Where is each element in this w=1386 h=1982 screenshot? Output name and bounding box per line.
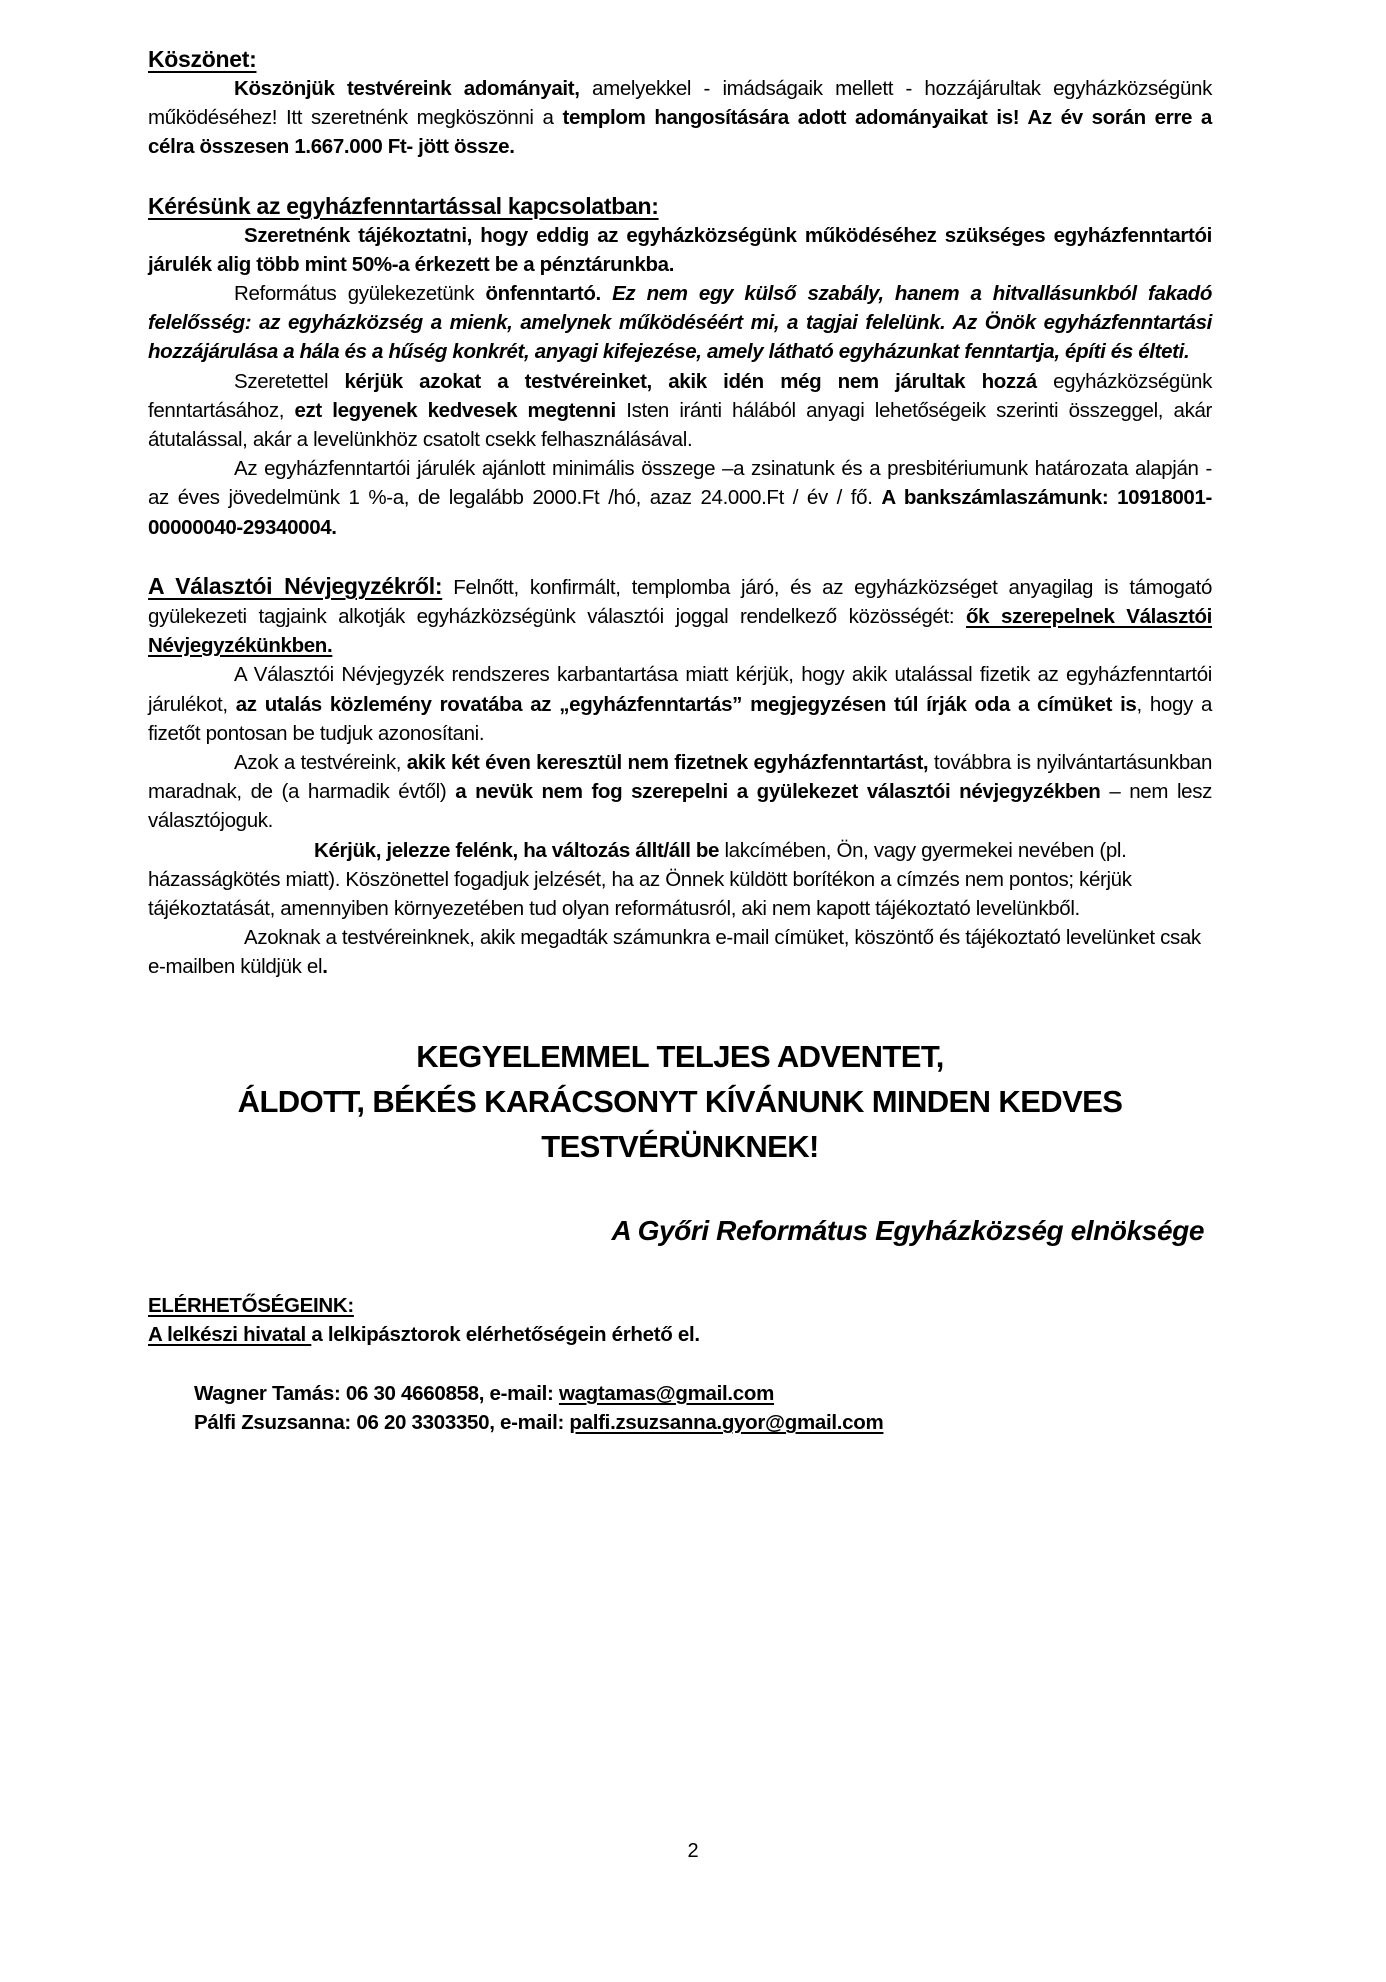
request-paragraph-3	[148, 367, 1212, 455]
voters-p5-end: .	[322, 955, 328, 979]
thanks-text: amelyekkel - imádságaik mellett - hozzájárultak egyházközségünk működéséhez! Itt szeretnénk megköszönni a	[148, 77, 1212, 130]
voters-p2-bold: az utalás közlemény rovatába az „egyházfenntartás” megjegyzésen túl írják oda a címüket is	[235, 692, 1137, 716]
spacer	[148, 1349, 1212, 1379]
contacts-section	[148, 1291, 1212, 1438]
request-section	[148, 191, 1212, 542]
office-label: A lelkészi hivatal	[148, 1322, 312, 1346]
spacer	[148, 162, 1212, 191]
spacer	[148, 982, 1212, 1034]
request-paragraph-1: Szeretnénk tájékoztatni, hogy eddig az egyházközségünk működéséhez szükséges egyházfenntartói járulék alig több mint 50%-a érkezett be a pénztárunkba.	[148, 223, 1212, 276]
voters-section	[148, 571, 1212, 982]
voters-p3-text-2: továbbra is nyilvántartásunkban maradnak, de (a harmadik évtől)	[148, 751, 1212, 804]
request-p2-text: Református gyülekezetünk	[234, 282, 486, 306]
contacts-heading: ELÉRHETŐSÉGEINK:	[148, 1293, 354, 1317]
office-line	[148, 1320, 1212, 1349]
thanks-bold-lead: Köszönjük testvéreink adományait,	[234, 77, 580, 100]
greeting-line-3: TESTVÉRÜNKNEK!	[541, 1128, 819, 1164]
document-page	[148, 44, 1212, 1438]
voters-p1-text: Felnőtt, konfirmált, templomba járó, és az egyházközséget anyagilag is támogató gyülekezeti tagjaink alkotják egyházközségünk választói joggal rendelkező közösségét:	[148, 575, 1212, 629]
voters-p3-text-1: Azok a testvéreink,	[234, 751, 407, 775]
signature: A Győri Református Egyházközség elnöksége	[611, 1214, 1204, 1246]
greeting-line-2: ÁLDOTT, BÉKÉS KARÁCSONYT KÍVÁNUNK MINDEN KEDVES	[237, 1083, 1123, 1119]
voters-paragraph-4	[148, 836, 1212, 924]
office-text: a lelkipásztorok elérhetőségein érhető el.	[311, 1322, 700, 1346]
voters-paragraph-3	[148, 748, 1212, 836]
thanks-heading: Köszönet:	[148, 46, 257, 72]
voters-heading: A Választói Névjegyzékről:	[148, 572, 443, 599]
voters-p1-bold: ők szerepelnek Választói Névjegyzékünkben.	[148, 605, 1212, 658]
voters-paragraph-1	[148, 571, 1212, 661]
voters-p5-text: Azoknak a testvéreinknek, akik megadták számunkra e-mail címüket, köszöntő és tájékoztató levelünket csak e-mailben küldjük el	[148, 926, 1201, 979]
voters-p3-bold-1: akik két éven keresztül nem fizetnek egyházfenntartást,	[406, 751, 929, 775]
thanks-bold-amount: templom hangosítására adott adományaikat is! Az év során erre a célra összesen 1.667.000 Ft- jött össze.	[148, 106, 1212, 159]
spacer	[148, 1249, 1212, 1291]
page-number: 2	[687, 1840, 699, 1862]
request-heading: Kérésünk az egyházfenntartással kapcsolatban:	[148, 192, 659, 219]
voters-p4-text: lakcímében, Ön, vagy gyermekei nevében (pl. házasságkötés miatt). Köszönettel fogadjuk jelzését, ha az Önnek küldött borítékon a címzés nem pontos; kérjük tájékoztatását, amennyiben környezetében tud olyan reformátusról, aki nem kapott tájékoztató levelünkből.	[148, 838, 1132, 921]
thanks-section	[148, 44, 1212, 162]
greeting-line-1: KEGYELEMMEL TELJES ADVENTET,	[416, 1038, 944, 1074]
voters-p3-bold-2: a nevük nem fog szerepelni a gyülekezet választói névjegyzékben	[455, 780, 1101, 804]
contact-label: Pálfi Zsuzsanna: 06 20 3303350, e-mail:	[194, 1411, 570, 1435]
voters-paragraph-2	[148, 660, 1212, 748]
email-link-palfi[interactable]: palfi.zsuzsanna.gyor@gmail.com	[569, 1411, 884, 1435]
request-p3-text-3: Isten iránti hálából anyagi lehetőségeik szerinti összeggel, akár átutalással, akár a levelünkhöz csatolt csekk felhasználásával.	[148, 398, 1212, 452]
christmas-greeting	[148, 1034, 1212, 1169]
voters-p2-text-1: A Választói Névjegyzék rendszeres karbantartása miatt kérjük, hogy akik utalással fizetik az egyházfenntartói járulékot,	[148, 663, 1212, 716]
voters-p3-text-3: – nem lesz választójoguk.	[148, 780, 1212, 833]
spacer	[148, 1169, 1212, 1213]
request-p3-bold-2: ezt legyenek kedvesek megtenni	[294, 398, 616, 422]
contact-label: Wagner Tamás: 06 30 4660858, e-mail:	[194, 1382, 559, 1406]
request-p3-text-1: Szeretettel	[234, 369, 345, 393]
email-link-wagner[interactable]: wagtamas@gmail.com	[558, 1382, 775, 1406]
request-p3-text-2: egyházközségünk fenntartásához,	[148, 369, 1212, 422]
bank-account-number: A bankszámlaszámunk: 10918001-00000040-29340004.	[148, 486, 1213, 539]
request-paragraph-4	[148, 454, 1212, 542]
voters-paragraph-5	[148, 923, 1212, 981]
request-p2-bold-italic: Ez nem egy külső szabály, hanem a hitvallásunkból fakadó felelősség: az egyházközség a mienk, amelynek működéséért mi, a tagjai felelünk. Az Önök egyházfenntartási hozzájárulása a hála és a hűség konkrét, anyagi kifejezése, amely látható egyházunkat fenntartja, építi és élteti.	[148, 282, 1212, 364]
thanks-paragraph	[148, 74, 1212, 162]
contact-palfi	[148, 1408, 1212, 1437]
request-p2-bold: önfenntartó.	[485, 282, 613, 306]
spacer	[148, 542, 1212, 571]
request-p3-bold-1: kérjük azokat a testvéreinket, akik idén még nem járultak hozzá	[344, 369, 1037, 393]
contact-wagner	[148, 1379, 1212, 1408]
voters-p4-bold: Kérjük, jelezze felénk, ha változás állt/áll be	[314, 838, 720, 862]
request-paragraph-2	[148, 279, 1212, 367]
voters-p2-text-2: , hogy a fizetőt pontosan be tudjuk azonosítani.	[148, 692, 1212, 745]
request-p4-text: Az egyházfenntartói járulék ajánlott minimális összege –a zsinatunk és a presbitériumunk határozata alapján - az éves jövedelmünk 1 %-a, de legalább 2000.Ft /hó, azaz 24.000.Ft / év / fő.	[148, 457, 1212, 510]
